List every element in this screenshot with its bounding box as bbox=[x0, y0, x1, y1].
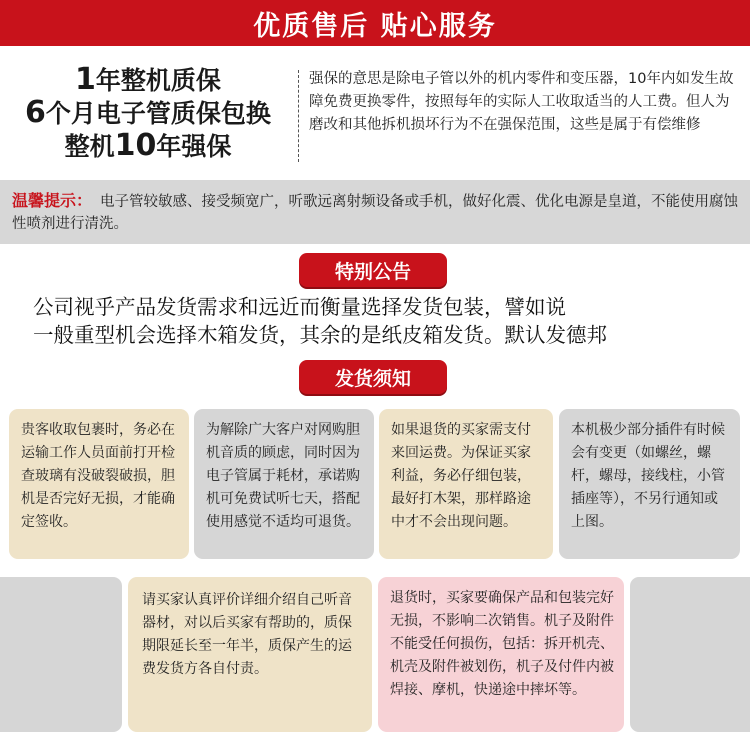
card-text: 退货时，买家要确保产品和包装完好无损，不影响二次销售。机子及附件不能受任何损伤，包括：拆开机壳、机壳及附件被划伤，机子及付件内被焊接、摩机，快递途中摔坏等。 bbox=[390, 590, 614, 698]
warranty-line-1: 1年整机质保 bbox=[75, 62, 221, 97]
card-text: 本机极少部分插件有时候会有变更（如螺丝，螺杆，螺母，接线柱，小管插座等），不另行通知或上图。 bbox=[571, 422, 725, 530]
warranty-headline bbox=[0, 64, 296, 163]
header-title: 优质售后 贴心服务 bbox=[253, 10, 497, 42]
shipping-card-return-condition bbox=[378, 577, 624, 732]
tips-label: 温馨提示： bbox=[12, 191, 93, 210]
tips-bar bbox=[0, 180, 750, 244]
shipping-notes-badge: 发货须知 bbox=[299, 360, 447, 394]
shipping-card-parts-change bbox=[559, 409, 740, 559]
warranty-section bbox=[0, 46, 750, 176]
notice-line-1: 公司视乎产品发货需求和远近而衡量选择发货包装，譬如说 bbox=[33, 295, 566, 319]
decorative-card-left bbox=[0, 577, 122, 732]
tips-text: 电子管较敏感、接受频宽广，听歌远离射频设备或手机，做好化震、优化电源是皇道，不能使用腐蚀性喷剂进行清洗。 bbox=[12, 194, 739, 232]
warranty-line-2: 6个月电子管质保包换 bbox=[25, 95, 271, 130]
card-text: 为解除广大客户对网购胆机音质的顾虑，同时因为电子管属于耗材，承诺购机可免费试听七天，搭配使用感觉不适均可退货。 bbox=[206, 422, 360, 530]
shipping-card-return-fee bbox=[379, 409, 553, 559]
warranty-line-3: 整机10年强保 bbox=[64, 128, 232, 163]
dashed-divider bbox=[298, 70, 299, 162]
card-text: 贵客收取包裹时，务必在运输工作人员面前打开检查玻璃有没破裂破损，胆机是否完好无损，才能确定签收。 bbox=[21, 422, 175, 530]
shipping-card-trial bbox=[194, 409, 374, 559]
special-notice-badge: 特别公告 bbox=[299, 253, 447, 287]
card-text: 请买家认真评价详细介绍自己听音器材，对以后买家有帮助的，质保期限延长至一年半，质保产生的运费发货方各自付责。 bbox=[142, 592, 352, 677]
warranty-description: 强保的意思是除电子管以外的机内零件和变压器，10年内如发生故障免费更换零件，按照每年的实际人工收取适当的人工费。但人为磨改和其他拆机损坏行为不在强保范围，这些是属于有偿维修 bbox=[309, 71, 734, 133]
card-text: 如果退货的买家需支付来回运费。为保证买家利益，务必仔细包装，最好打木架，那样路途中才不会出现问题。 bbox=[391, 422, 531, 530]
shipping-card-review bbox=[128, 577, 372, 732]
special-notice-text bbox=[33, 293, 733, 349]
header-banner bbox=[0, 0, 750, 46]
notice-line-2: 一般重型机会选择木箱发货，其余的是纸皮箱发货。默认发德邦 bbox=[33, 323, 607, 347]
shipping-card-inspect bbox=[9, 409, 189, 559]
tips-content bbox=[12, 190, 738, 235]
decorative-card-right bbox=[630, 577, 750, 732]
